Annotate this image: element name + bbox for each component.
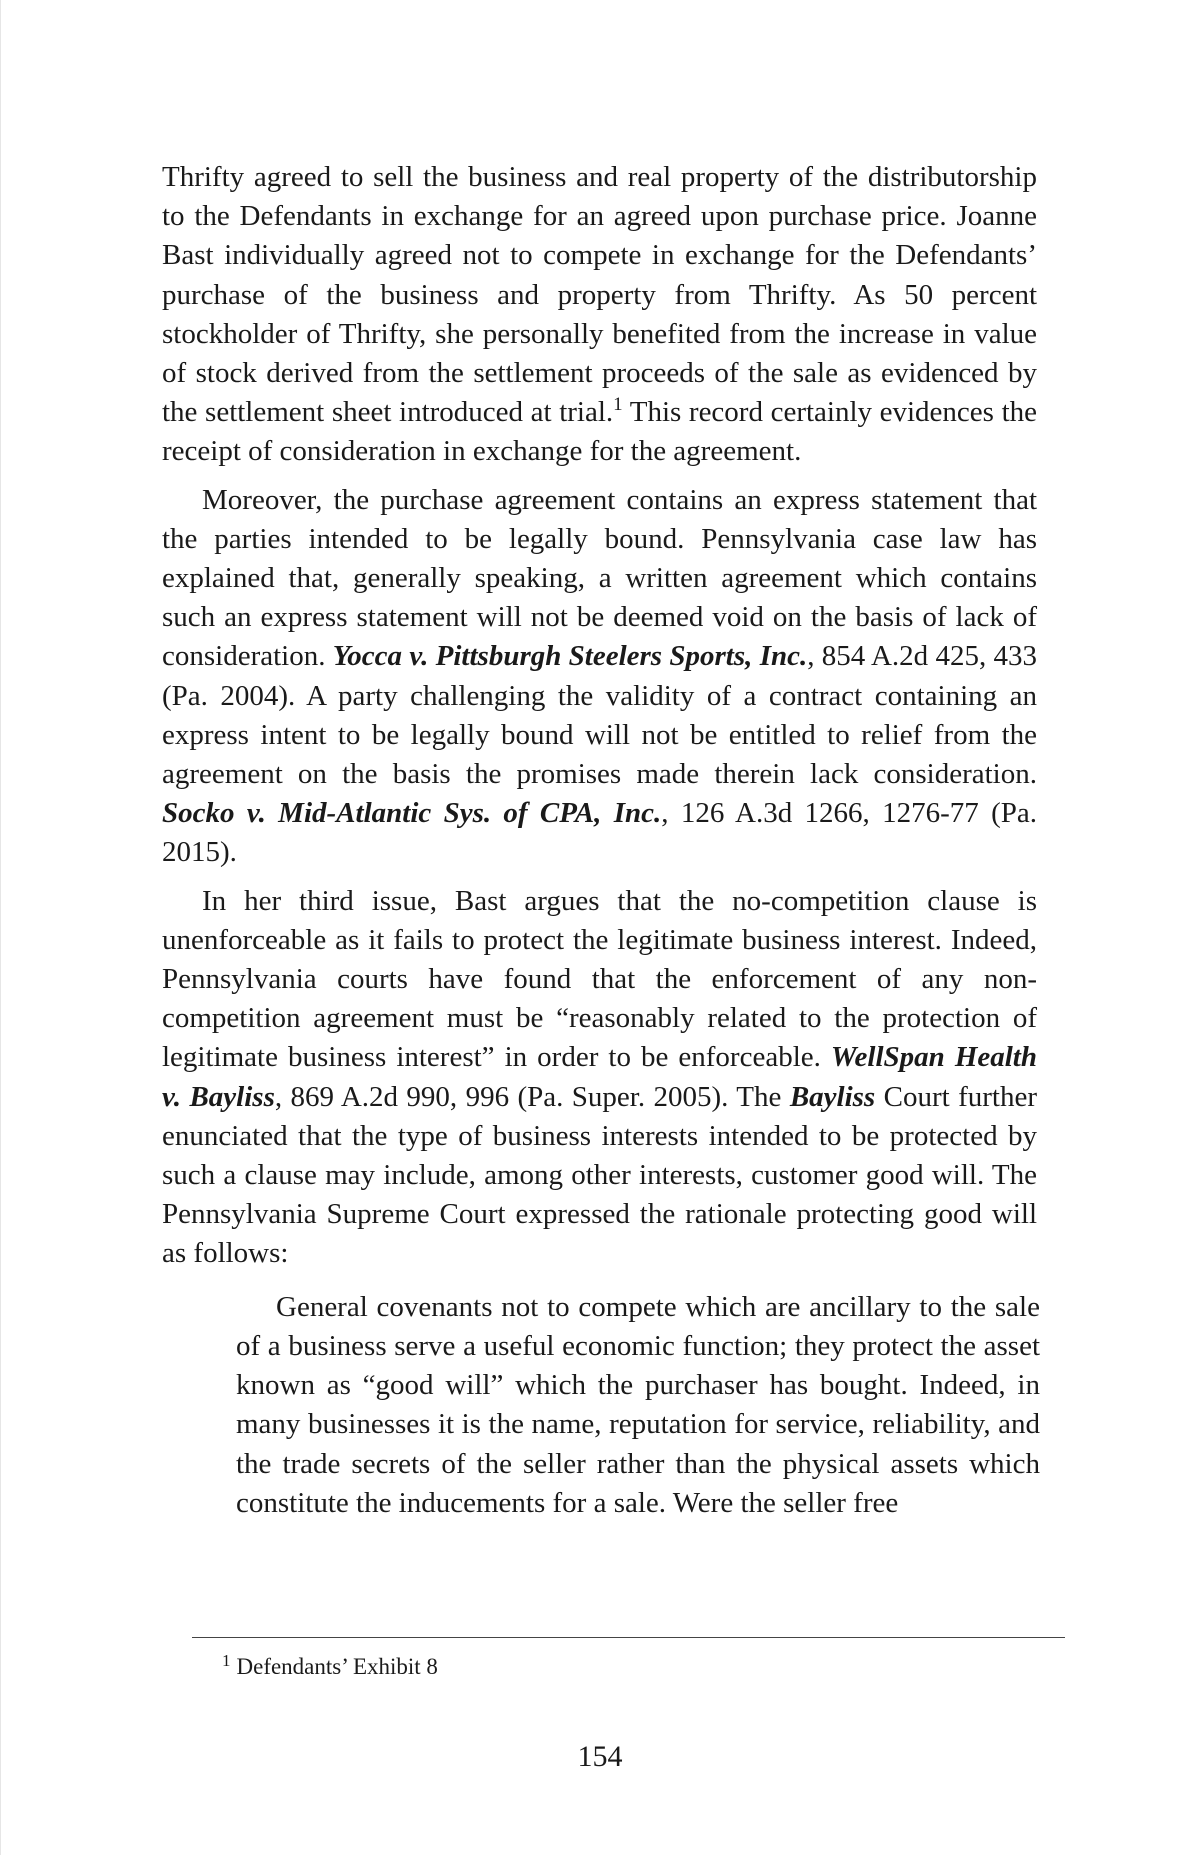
paragraph-3-text-b: , 869 A.2d 990, 996 (Pa. Super. 2005). The (274, 1080, 790, 1113)
footnote-reference: 1 (613, 394, 623, 416)
footnote-number: 1 (222, 1651, 231, 1670)
paragraph-2 (162, 481, 1037, 873)
paragraph-3-text-a: In her third issue, Bast argues that the no-competition clause is unenforceable as it fails to protect the legitimate business interest. Indeed, Pennsylvania courts have found that the enforcement of any non-competition agreement must be “reasonably related to the protection of legitimate business interest” in order to be enforceable. (162, 884, 1037, 1074)
footnote (222, 1652, 438, 1682)
footnote-divider (192, 1637, 1065, 1638)
case-citation-bayliss: Bayliss (789, 1080, 876, 1113)
paragraph-1 (162, 158, 1037, 472)
paragraph-2-text-c: , 126 A.3d 1266, 1276-77 (Pa. 2015). (162, 797, 1037, 869)
block-quote: General covenants not to compete which are ancillary to the sale of a business serve a useful economic function; they protect the asset known as “good will” which the purchaser has bought. Indeed, in many businesses it is the name, reputation for service, reliability, and the trade secrets of the seller rather than the physical assets which constitute the inducements for a sale. Were the seller free (236, 1290, 1040, 1519)
case-citation-socko: Socko v. Mid-Atlantic Sys. of CPA, Inc. (162, 797, 662, 830)
paragraph-3-text-c: Court further enunciated that the type of business interests intended to be protected by such a clause may include, among other interests, customer good will. The Pennsylvania Supreme Court expressed the rationale protecting good will as follows: (162, 1080, 1037, 1270)
paragraph-3 (162, 882, 1037, 1274)
paragraph-2-text-b: , 854 A.2d 425, 433 (Pa. 2004). A party challenging the validity of a contract containing an express intent to be legally bound will not be entitled to relief from the agreement on the basis the promises made therein lack consideration. (162, 640, 1038, 791)
paragraph-2-text-a: Moreover, the purchase agreement contains an express statement that the parties intended to be legally bound. Pennsylvania case law has explained that, generally speaking, a written agreement which contains such an express statement will not be deemed void on the basis of lack of consideration. (162, 483, 1037, 673)
body-text (162, 158, 1040, 1523)
paragraph-1-text-a: Thrifty agreed to sell the business and real property of the distributorship to the Defendants in exchange for an agreed upon purchase price. Joanne Bast individually agreed not to compete in exchange for the Defendants’ purchase of the business and property from Thrifty. As 50 percent stockholder of Thrifty, she personally benefited from the increase in value of stock derived from the settlement proceeds of the sale as evidenced by the settlement sheet introduced at trial. (162, 161, 1037, 429)
page-number: 154 (577, 1740, 623, 1773)
case-citation-wellspan: WellSpan Health v. Bayliss (162, 1041, 1037, 1113)
case-citation-yocca: Yocca v. Pittsburgh Steelers Sports, Inc. (332, 640, 808, 673)
footnote-text: Defendants’ Exhibit 8 (236, 1654, 438, 1679)
paragraph-1-text-b: This record certainly evidences the receipt of consideration in exchange for the agreement. (162, 396, 1037, 468)
